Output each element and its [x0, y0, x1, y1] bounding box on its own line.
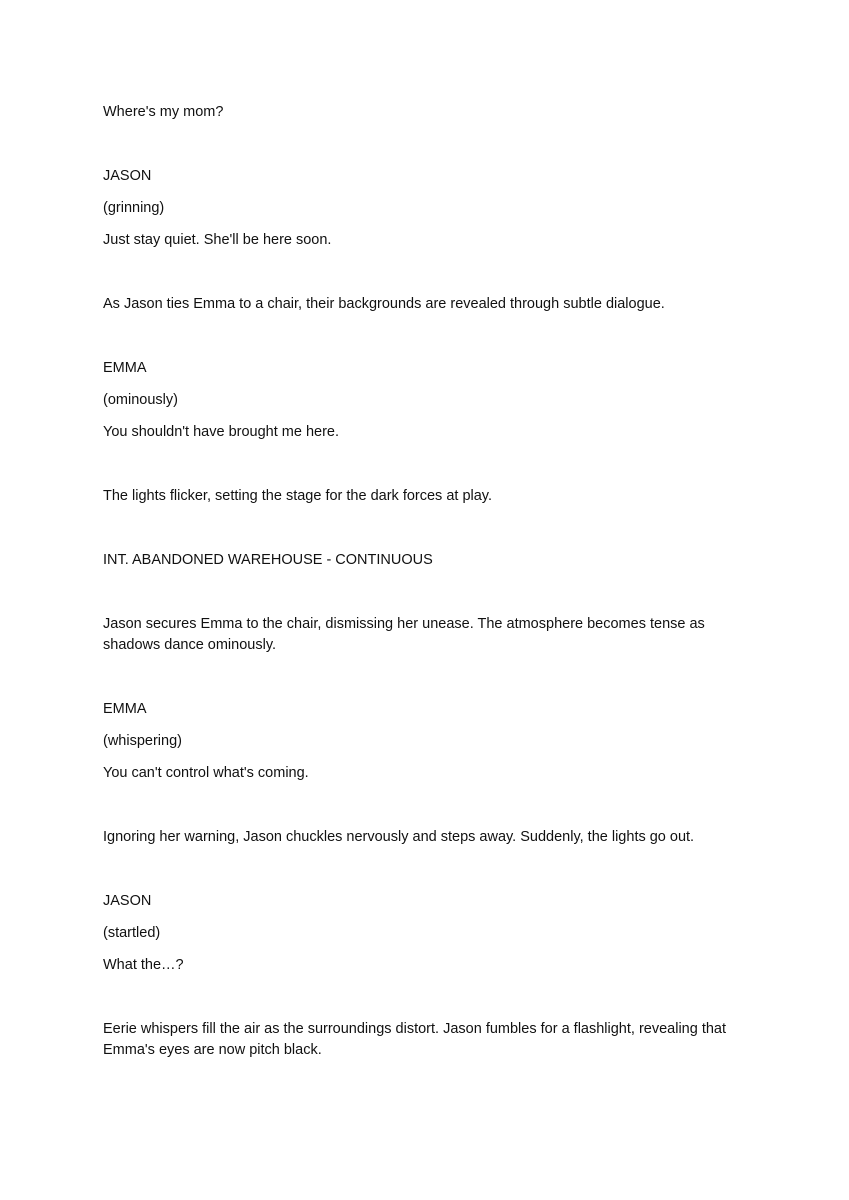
character-name: JASON [103, 893, 152, 909]
dialogue-line: Just stay quiet. She'll be here soon. [103, 232, 332, 248]
action-line: The lights flicker, setting the stage for the dark forces at play. [103, 488, 493, 504]
parenthetical: (whispering) [103, 733, 182, 749]
action-line: Ignoring her warning, Jason chuckles nervously and steps away. Suddenly, the lights go out. [103, 829, 695, 845]
dialogue-line: Where's my mom? [103, 104, 224, 120]
action-line: Jason secures Emma to the chair, dismissing her unease. The atmosphere becomes tense as shadows dance ominously. [103, 616, 705, 653]
parenthetical: (grinning) [103, 200, 165, 216]
action-line: As Jason ties Emma to a chair, their backgrounds are revealed through subtle dialogue. [103, 296, 665, 312]
parenthetical: (ominously) [103, 392, 178, 408]
action-line: Eerie whispers fill the air as the surroundings distort. Jason fumbles for a flashlight, revealing that Emma's eyes are now pitch black. [103, 1021, 727, 1058]
parenthetical: (startled) [103, 925, 161, 941]
dialogue-line: What the…? [103, 957, 184, 973]
character-name: EMMA [103, 360, 147, 376]
character-name: EMMA [103, 701, 147, 717]
scene-heading: INT. ABANDONED WAREHOUSE - CONTINUOUS [103, 552, 433, 568]
dialogue-line: You shouldn't have brought me here. [103, 424, 340, 440]
dialogue-line: You can't control what's coming. [103, 765, 309, 781]
character-name: JASON [103, 168, 152, 184]
